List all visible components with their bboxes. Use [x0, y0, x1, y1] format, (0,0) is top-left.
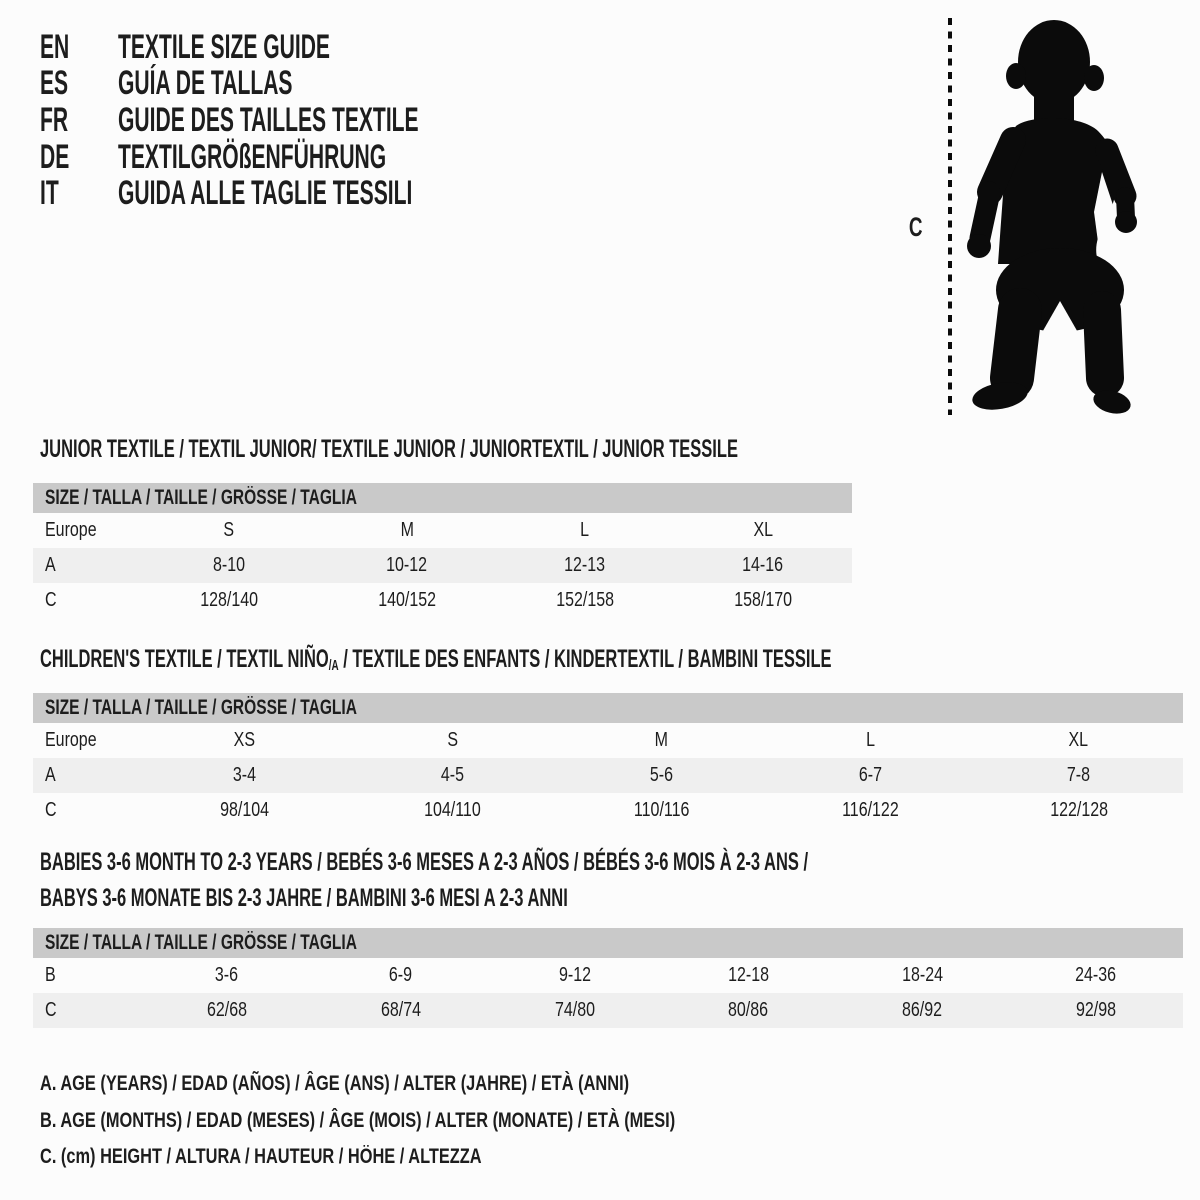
right-ear-shape: [1084, 65, 1104, 91]
language-title: GUIDE DES TAILLES TEXTILE: [118, 100, 419, 139]
row-label-cell: [33, 513, 140, 548]
size-value-cell: L: [580, 519, 590, 541]
size-value-cell: XL: [1068, 729, 1089, 751]
language-code: FR: [40, 100, 69, 139]
legend-line-text: A. AGE (YEARS) / EDAD (AÑOS) / ÂGE (ANS) / ALTER (JAHRE) / ETÀ (ANNI): [40, 1072, 630, 1096]
row-label-cell: [33, 958, 140, 993]
height-measure-label: C: [908, 212, 923, 242]
language-title: TEXTILE SIZE GUIDE: [118, 27, 331, 66]
table-row: [33, 758, 1183, 793]
size-value-cell: 12-13: [564, 554, 606, 576]
row-label: A: [45, 554, 56, 576]
size-value-cell: 122/128: [1049, 799, 1108, 821]
section-title: [40, 645, 1183, 681]
language-title: GUIDA ALLE TAGLIE TESSILI: [118, 174, 413, 213]
table-row: [33, 793, 1183, 828]
section-title-line: CHILDREN'S TEXTILE / TEXTIL NIÑO/A / TEXTILE DES ENFANTS / KINDERTEXTIL / BAMBINI TESSILE: [40, 645, 832, 674]
table-row: [33, 993, 1183, 1028]
size-value-cell: XS: [233, 729, 255, 751]
table-row: [33, 513, 852, 548]
table-rows: [33, 513, 852, 618]
size-value-cell: 128/140: [200, 589, 258, 611]
size-value-cell: 158/170: [734, 589, 792, 611]
size-value-cell: 3-6: [215, 964, 239, 986]
size-value-cell: 152/158: [556, 589, 614, 611]
size-value-cell: 104/110: [424, 799, 482, 821]
size-value-cell: S: [223, 519, 235, 541]
neck-shape: [1034, 90, 1074, 122]
language-row: [40, 66, 603, 103]
row-label: C: [45, 589, 57, 611]
row-label: C: [45, 999, 57, 1021]
size-value-cell: 92/98: [1076, 999, 1117, 1021]
language-code-cell: [40, 101, 118, 140]
table-rows: [33, 723, 1183, 828]
row-label-cell: [33, 993, 140, 1028]
right-hand: [1115, 211, 1137, 233]
size-header-text: SIZE / TALLA / TAILLE / GRÖSSE / TAGLIA: [45, 696, 357, 719]
language-row: [40, 175, 603, 212]
size-value-cell: L: [865, 729, 875, 751]
language-code: IT: [40, 174, 59, 213]
legend-line-text: C. (cm) HEIGHT / ALTURA / HAUTEUR / HÖHE / ALTEZZA: [40, 1145, 482, 1169]
language-code: EN: [40, 27, 70, 66]
size-value-cell: S: [447, 729, 459, 751]
size-value-cell: 110/116: [633, 799, 690, 821]
language-code-cell: [40, 28, 118, 67]
language-code: DE: [40, 137, 70, 176]
left-leg: [1012, 310, 1020, 378]
row-label-cell: [33, 583, 140, 618]
table-size-header-bar: [33, 483, 852, 513]
section-title: [40, 435, 852, 471]
row-label-cell: [33, 758, 140, 793]
size-value-cell: 74/80: [554, 999, 595, 1021]
table-rows: [33, 958, 1183, 1028]
row-label: B: [45, 964, 56, 986]
table-row: [33, 583, 852, 618]
row-label-cell: [33, 793, 140, 828]
size-value-cell: M: [654, 729, 669, 751]
section-title-line: BABYS 3-6 MONATE BIS 2-3 JAHRE / BAMBINI 3-6 MESI A 2-3 ANNI: [40, 884, 568, 912]
toddler-silhouette: [956, 12, 1146, 422]
size-value-cell: 68/74: [380, 999, 421, 1021]
language-code-cell: [40, 138, 118, 177]
size-value-cell: 86/92: [902, 999, 943, 1021]
size-header-text: SIZE / TALLA / TAILLE / GRÖSSE / TAGLIA: [45, 931, 357, 954]
size-value-cell: 24-36: [1075, 964, 1117, 986]
table-row: [33, 548, 852, 583]
legend-footer: [40, 1066, 854, 1176]
size-value-cell: 7-8: [1067, 764, 1091, 786]
table-size-header-bar: [33, 693, 1183, 723]
size-value-cell: 140/152: [378, 589, 436, 611]
size-value-cell: 8-10: [212, 554, 246, 576]
size-value-cell: 10-12: [386, 554, 428, 576]
height-measure-dashed-line: [948, 18, 952, 415]
size-value-cell: 62/68: [206, 999, 247, 1021]
size-value-cell: 18-24: [901, 964, 943, 986]
children-size-section: [33, 645, 1183, 828]
section-title: [40, 848, 1183, 920]
table-size-header-bar: [33, 928, 1183, 958]
size-value-cell: 80/86: [728, 999, 769, 1021]
junior-size-section: [33, 435, 852, 618]
left-ear-shape: [1006, 63, 1026, 89]
row-label-cell: [33, 723, 140, 758]
row-label: C: [45, 799, 57, 821]
size-value-cell: 6-7: [858, 764, 882, 786]
size-value-cell: M: [400, 519, 414, 541]
language-title: GUÍA DE TALLAS: [118, 64, 293, 103]
language-title-list: [40, 29, 603, 212]
size-value-cell: 5-6: [649, 764, 674, 786]
babies-size-section: [33, 848, 1183, 1028]
row-label: Europe: [45, 729, 97, 751]
size-value-cell: 3-4: [232, 764, 256, 786]
size-table: [33, 928, 1183, 1028]
size-value-cell: XL: [753, 519, 773, 541]
legend-line: [40, 1066, 854, 1103]
size-value-cell: 116/122: [841, 799, 899, 821]
language-row: [40, 139, 603, 176]
size-value-cell: 9-12: [558, 964, 591, 986]
size-value-cell: 4-5: [441, 764, 465, 786]
size-value-cell: 98/104: [219, 799, 269, 821]
legend-line-text: B. AGE (MONTHS) / EDAD (MESES) / ÂGE (MOIS) / ALTER (MONATE) / ETÀ (MESI): [40, 1108, 676, 1132]
size-header-text: SIZE / TALLA / TAILLE / GRÖSSE / TAGLIA: [45, 486, 357, 509]
section-title-line: JUNIOR TEXTILE / TEXTIL JUNIOR/ TEXTILE JUNIOR / JUNIORTEXTIL / JUNIOR TESSILE: [40, 435, 738, 463]
size-value-cell: 6-9: [389, 964, 413, 986]
row-label: A: [45, 764, 56, 786]
size-value-cell: 14-16: [742, 554, 784, 576]
language-row: [40, 102, 603, 139]
size-value-cell: 12-18: [727, 964, 769, 986]
left-forearm: [980, 192, 990, 238]
legend-line: [40, 1139, 854, 1176]
row-label: Europe: [45, 519, 97, 541]
left-hand: [967, 234, 991, 258]
language-row: [40, 29, 603, 66]
language-title: TEXTILGRÖßENFÜHRUNG: [118, 137, 387, 176]
right-leg: [1102, 310, 1105, 378]
table-row: [33, 958, 1183, 993]
table-row: [33, 723, 1183, 758]
row-label-cell: [33, 548, 140, 583]
size-table: [33, 693, 1183, 828]
language-code-cell: [40, 174, 118, 213]
legend-line: [40, 1103, 854, 1140]
language-code: ES: [40, 64, 69, 103]
size-table: [33, 483, 852, 618]
section-title-line: BABIES 3-6 MONTH TO 2-3 YEARS / BEBÉS 3-6 MESES A 2-3 AÑOS / BÉBÉS 3-6 MOIS À 2-3 ANS /: [40, 848, 809, 876]
language-code-cell: [40, 64, 118, 103]
